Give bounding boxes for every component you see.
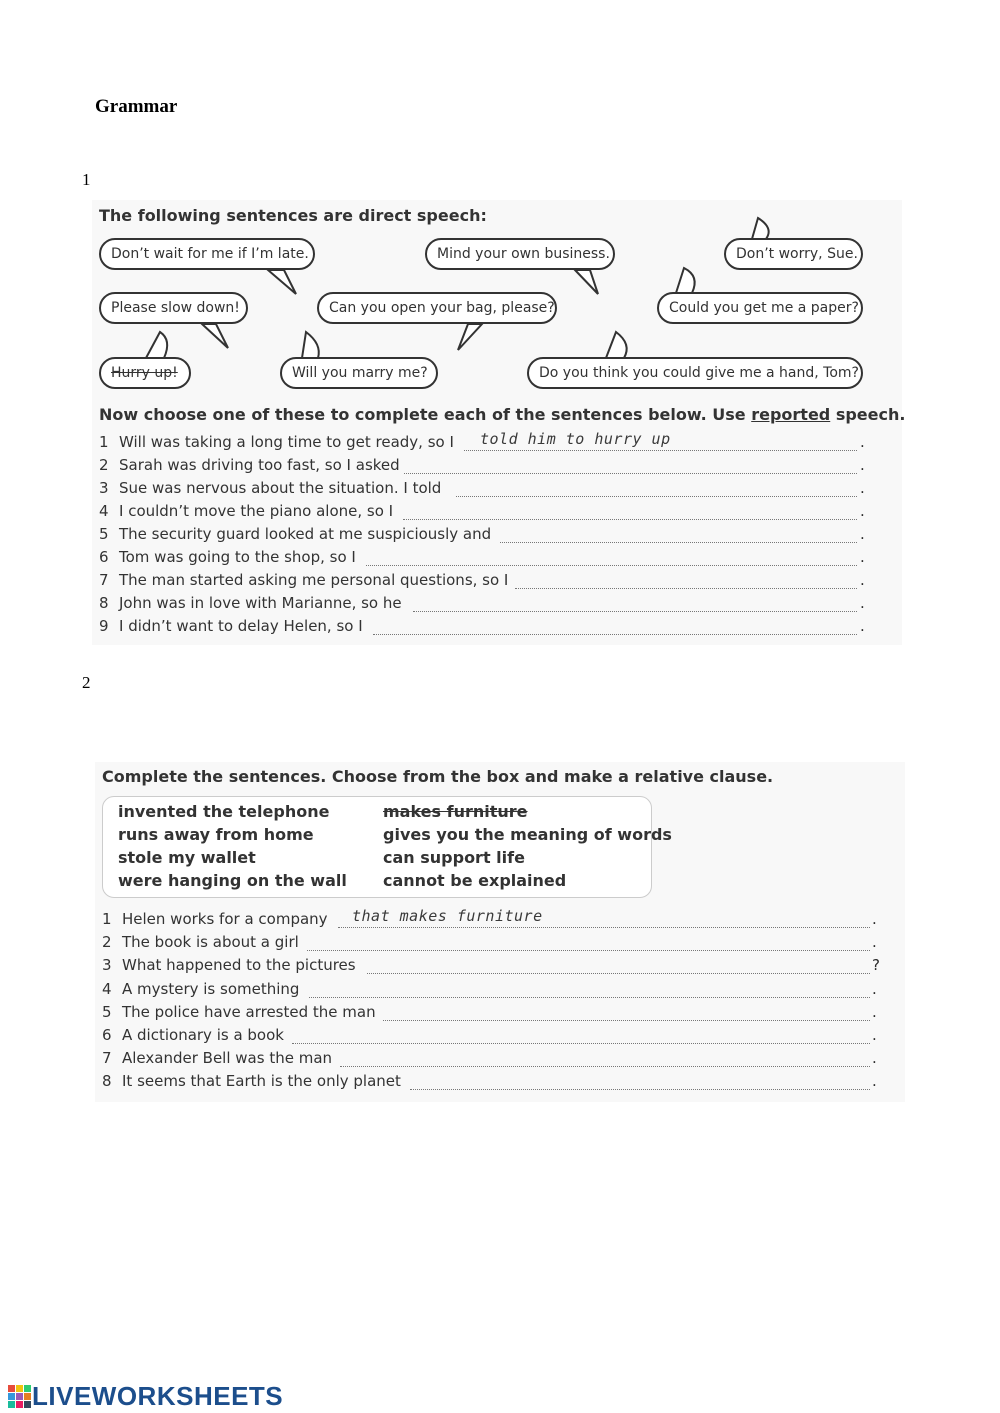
sentence-end: . <box>860 456 865 474</box>
sentence-end: . <box>860 594 865 612</box>
handwritten-answer[interactable]: that makes furniture <box>352 907 543 925</box>
handwritten-answer[interactable]: told him to hurry up <box>480 430 671 448</box>
bubble-tail-8 <box>302 332 319 358</box>
box-phrase: gives you the meaning of words <box>383 825 672 844</box>
sentence-end: . <box>860 548 865 566</box>
box-phrase: runs away from home <box>118 825 314 844</box>
answer-line[interactable] <box>340 1066 870 1067</box>
sentence-end: . <box>860 525 865 543</box>
sentence-end: . <box>860 433 865 451</box>
exercise-2-heading: Complete the sentences. Choose from the box and make a relative clause. <box>102 767 774 786</box>
speech-bubble: Can you open your bag, please? <box>317 292 557 324</box>
answer-line[interactable] <box>307 950 870 951</box>
answer-line[interactable] <box>367 973 870 974</box>
speech-bubble: Don’t wait for me if I’m late. <box>99 238 315 270</box>
sentence-end: . <box>860 571 865 589</box>
answer-line[interactable] <box>373 634 857 635</box>
sentence-end: . <box>872 1026 877 1044</box>
answer-line[interactable] <box>366 565 857 566</box>
answer-line[interactable] <box>404 473 857 474</box>
speech-bubble: Mind your own business. <box>425 238 615 270</box>
answer-line[interactable] <box>515 588 857 589</box>
answer-line[interactable] <box>413 611 857 612</box>
answer-line[interactable] <box>464 450 857 451</box>
answer-line[interactable] <box>403 519 857 520</box>
logo-icon <box>8 1385 32 1409</box>
bubble-tail-3 <box>752 218 769 239</box>
sentence-end: . <box>872 910 877 928</box>
box-phrase-crossed-out: makes furniture <box>383 802 528 821</box>
answer-line[interactable] <box>410 1089 870 1090</box>
sentence-end: ? <box>872 956 880 974</box>
logo-text: LIVEWORKSHEETS <box>32 1381 284 1411</box>
sentence-end: . <box>872 1003 877 1021</box>
box-phrase: cannot be explained <box>383 871 567 890</box>
exercise-1-number: 1 <box>82 170 91 189</box>
speech-bubble: Do you think you could give me a hand, Tom? <box>527 357 863 389</box>
liveworksheets-logo[interactable] <box>8 1381 283 1412</box>
bubble-tail-4 <box>202 324 228 348</box>
bubble-tail-2 <box>575 270 598 294</box>
sentence-end: . <box>860 617 865 635</box>
answer-line[interactable] <box>456 496 857 497</box>
answer-line[interactable] <box>292 1043 870 1044</box>
bubble-tail-6 <box>676 268 695 293</box>
speech-bubble-crossed-out: Hurry up! <box>99 357 191 389</box>
answer-line[interactable] <box>338 927 870 928</box>
sentence-end: . <box>860 479 865 497</box>
speech-bubble: Don’t worry, Sue. <box>724 238 863 270</box>
bubble-tail-1 <box>268 270 296 294</box>
sentence-end: . <box>872 1072 877 1090</box>
answer-line[interactable] <box>383 1020 870 1021</box>
box-phrase: were hanging on the wall <box>118 871 347 890</box>
sentence-end: . <box>872 933 877 951</box>
exercise-1-heading: The following sentences are direct speech: <box>99 206 487 225</box>
sentence-end: . <box>872 1049 877 1067</box>
speech-bubble: Will you marry me? <box>280 357 438 389</box>
exercise-1-instruction: Now choose one of these to complete each of the sentences below. Use reported speech. <box>99 405 906 424</box>
exercise-1-item: 1 Will was taking a long time to get ready, so I <box>99 433 454 451</box>
bubble-tail-9 <box>606 332 627 358</box>
speech-bubble: Could you get me a paper? <box>657 292 863 324</box>
bubble-tail-7 <box>146 332 167 358</box>
sentence-end: . <box>872 980 877 998</box>
page-title: Grammar <box>95 96 178 117</box>
answer-line[interactable] <box>309 997 870 998</box>
box-phrase: invented the telephone <box>118 802 330 821</box>
box-phrase: can support life <box>383 848 525 867</box>
box-phrase: stole my wallet <box>118 848 256 867</box>
exercise-2-number: 2 <box>82 673 91 692</box>
bubble-tail-5 <box>458 324 482 350</box>
sentence-end: . <box>860 502 865 520</box>
answer-line[interactable] <box>500 542 857 543</box>
speech-bubble: Please slow down! <box>99 292 248 324</box>
word-box <box>102 796 672 898</box>
